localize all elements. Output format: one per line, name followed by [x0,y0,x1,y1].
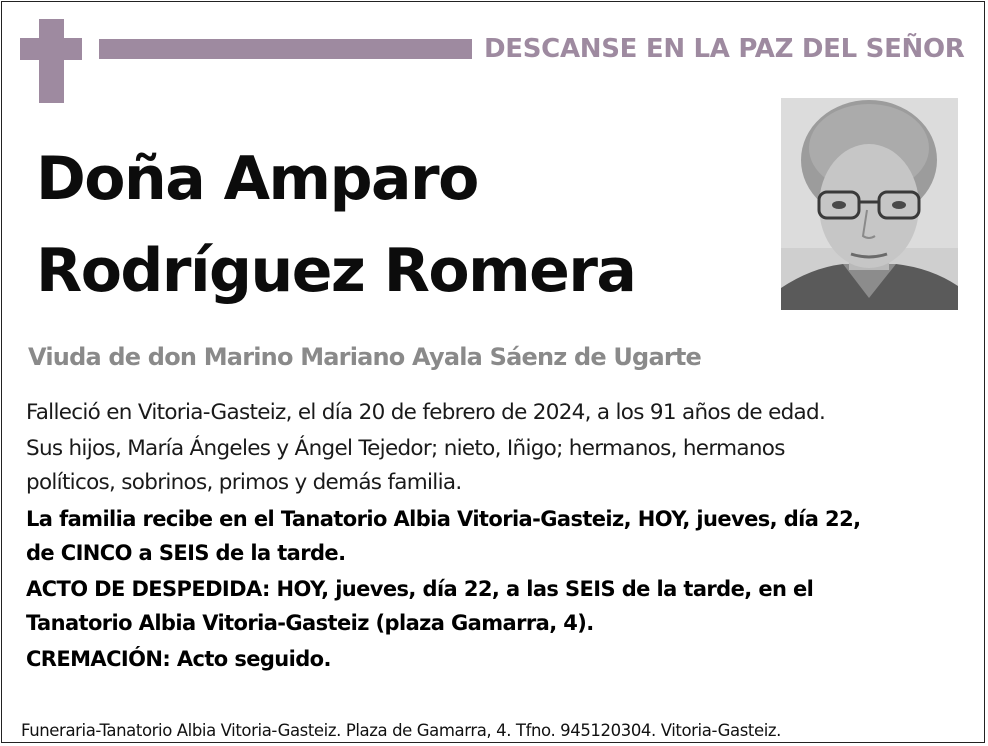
visitation-line-1: La familia recibe en el Tanatorio Albia Vitoria-Gasteiz, HOY, jueves, día 22, [26,507,861,531]
deceased-name [36,133,736,317]
obituary-notice [1,1,985,743]
cross-icon-bar [20,38,82,60]
farewell-line-1: ACTO DE DESPEDIDA: HOY, jueves, día 22, a las SEIS de la tarde, en el [26,577,814,601]
notice-body [26,396,971,676]
name-line-2: Rodríguez Romera [36,236,636,306]
farewell-line-2: Tanatorio Albia Vitoria-Gasteiz (plaza Gamarra, 4). [26,611,594,635]
portrait-photo [781,98,958,310]
family-line-2: políticos, sobrinos, primos y demás familia. [26,470,462,495]
funeral-home-footer: Funeraria-Tanatorio Albia Vitoria-Gasteiz. Plaza de Gamarra, 4. Tfno. 945120304. Vitoria-Gasteiz. [21,721,782,740]
cremation-line: CREMACIÓN: Acto seguido. [26,647,331,671]
cross-icon [39,19,64,103]
widow-of-line: Viuda de don Marino Mariano Ayala Sáenz de Ugarte [28,343,702,371]
visitation-line-2: de CINCO a SEIS de la tarde. [26,541,346,565]
header-title: DESCANSE EN LA PAZ DEL SEÑOR [484,34,965,64]
name-line-1: Doña Amparo [36,144,478,214]
death-statement: Falleció en Vitoria-Gasteiz, el día 20 de febrero de 2024, a los 91 años de edad. [26,400,826,425]
family-line-1: Sus hijos, María Ángeles y Ángel Tejedor; nieto, Iñigo; hermanos, hermanos [26,436,785,461]
portrait-image [781,98,958,310]
header-rule [99,39,472,59]
